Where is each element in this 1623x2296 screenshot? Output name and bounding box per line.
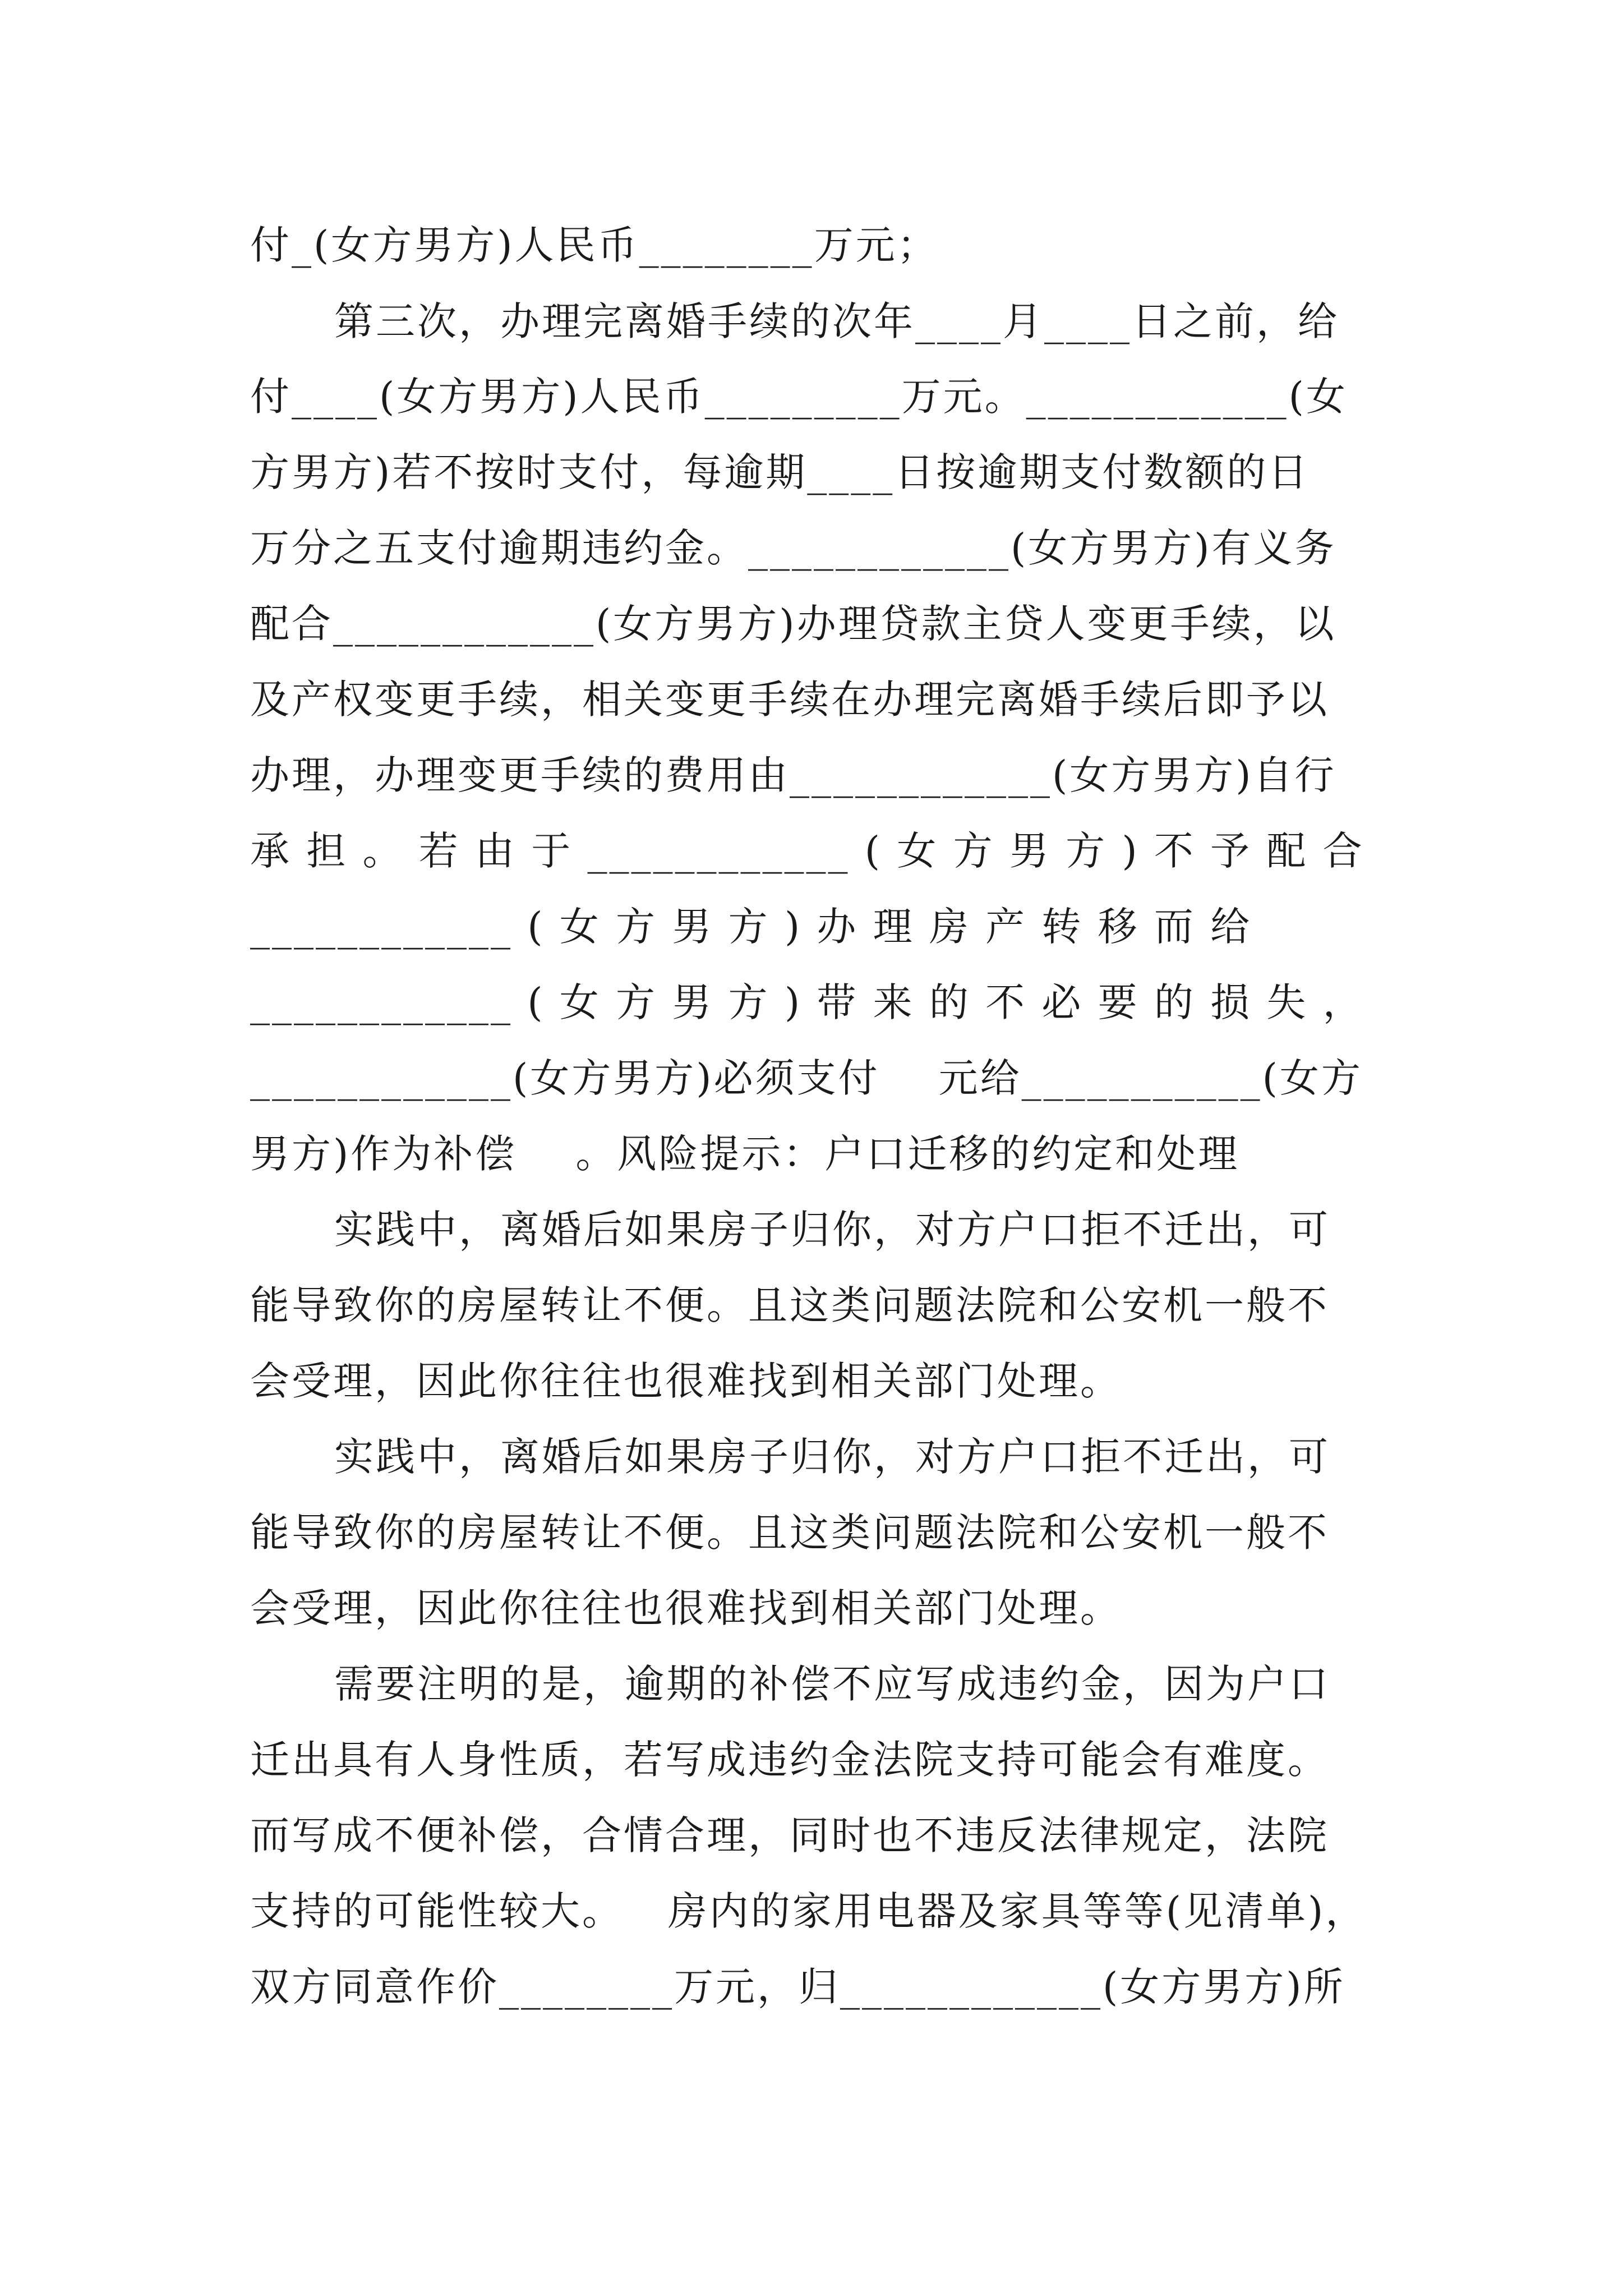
text-line-18: 能导致你的房屋转让不便。且这类问题法院和公安机一般不 [250,1510,1329,1556]
text-line-11: ____________ ( 女 方 男 方 ) 带 来 的 不 必 要 的 损 失 ， [250,979,1364,1025]
text-line-1: 付_(女方男方)人民币________万元； [250,222,939,268]
text-line-24: 双方同意作价________万元，归____________(女方男方)所 [250,1964,1345,2010]
text-line-4: 方男方)若不按时支付，每逾期____日按逾期支付数额的日 [250,449,1310,495]
text-line-19: 会受理，因此你往往也很难找到相关部门处理。 [250,1585,1122,1631]
text-line-7: 及产权变更手续，相关变更手续在办理完离婚手续后即予以 [250,677,1329,723]
text-line-20: 需要注明的是，逾期的补偿不应写成违约金，因为户口 [334,1661,1330,1707]
text-line-13: 男方)作为补偿 。风险提示：户口迁移的约定和处理 [250,1131,1240,1177]
text-line-10: ____________ ( 女 方 男 方 ) 办 理 房 产 转 移 而 给 [250,904,1252,950]
text-line-17: 实践中，离婚后如果房子归你，对方户口拒不迁出，可 [334,1434,1330,1480]
text-line-2: 第三次，办理完离婚手续的次年____月____日之前，给 [334,298,1339,344]
text-line-8: 办理，办理变更手续的费用由____________(女方男方)自行 [250,752,1336,798]
text-line-21: 迁出具有人身性质，若写成违约金法院支持可能会有难度。 [250,1737,1329,1783]
text-line-12: ____________(女方男方)必须支付 元给___________(女方 [250,1055,1363,1101]
text-line-9: 承 担 。 若 由 于 ____________ ( 女 方 男 方 ) 不 予 配 合 [250,828,1364,874]
text-line-3: 付____(女方男方)人民币_________万元。____________(女 [250,374,1348,420]
text-line-15: 能导致你的房屋转让不便。且这类问题法院和公安机一般不 [250,1282,1329,1328]
text-line-14: 实践中，离婚后如果房子归你，对方户口拒不迁出，可 [334,1207,1330,1253]
text-line-23: 支持的可能性较大。 房内的家用电器及家具等等(见清单)， [250,1888,1367,1934]
text-line-5: 万分之五支付逾期违约金。____________(女方男方)有义务 [250,525,1336,571]
text-line-16: 会受理，因此你往往也很难找到相关部门处理。 [250,1358,1122,1404]
text-line-6: 配合____________(女方男方)办理贷款主贷人变更手续，以 [250,601,1336,647]
text-line-22: 而写成不便补偿，合情合理，同时也不违反法律规定，法院 [250,1812,1329,1858]
